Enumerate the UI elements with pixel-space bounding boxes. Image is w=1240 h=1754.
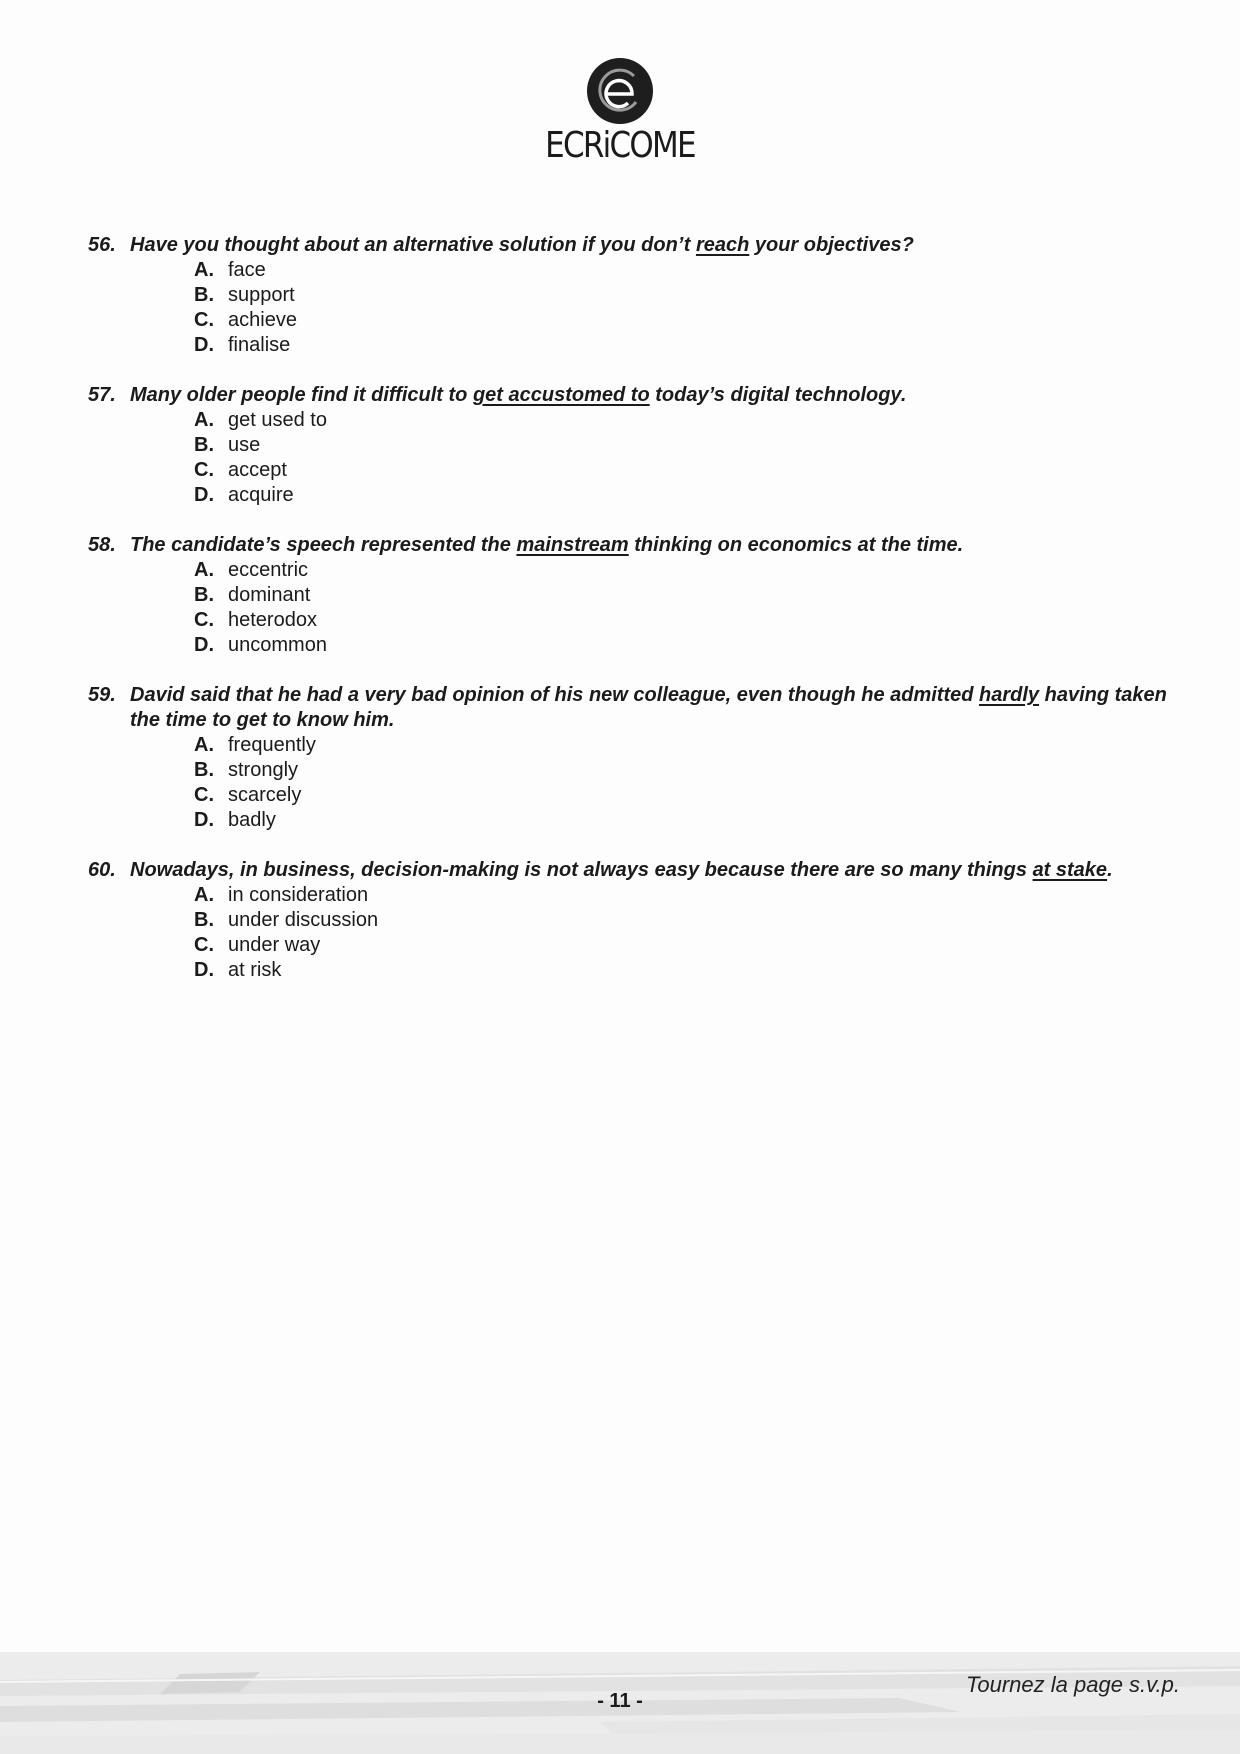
question-56 (88, 233, 1168, 358)
option-text: get used to (228, 409, 327, 431)
question-text-before: Nowadays, in business, decision-making is not always easy because there are so many things (130, 859, 1033, 881)
turn-page-note: Tournez la page s.v.p. (965, 1672, 1180, 1697)
option-text: scarcely (228, 784, 302, 806)
ecricome-e-icon (587, 58, 653, 124)
answer-option-a[interactable]: A. eccentric (194, 559, 309, 581)
option-text: frequently (228, 734, 316, 756)
ecricome-logo (0, 58, 1240, 166)
option-letter: D (194, 484, 209, 506)
option-letter: C (194, 784, 209, 806)
answer-option-d[interactable]: D. uncommon (194, 634, 327, 656)
answer-option-c[interactable]: C. scarcely (194, 784, 302, 806)
answer-options (88, 883, 1168, 983)
question-text-after: today’s digital technology. (649, 384, 907, 406)
option-text: under way (228, 934, 321, 956)
question-text-before: David said that he had a very bad opinion of his new colleague, even though he admitted (130, 684, 980, 706)
answer-option-a[interactable]: A. get used to (194, 409, 327, 431)
answer-option-b[interactable]: B. dominant (194, 584, 311, 606)
option-text: support (228, 284, 295, 306)
answer-option-d[interactable]: D. acquire (194, 484, 294, 506)
option-letter: C (194, 459, 209, 481)
question-list (88, 233, 1168, 1008)
answer-option-c[interactable]: C. heterodox (194, 609, 317, 631)
answer-option-b[interactable]: B. use (194, 434, 261, 456)
option-letter: A (194, 884, 209, 906)
question-number: 56. (88, 234, 116, 256)
option-letter: B (194, 584, 209, 606)
option-letter: A (194, 259, 209, 281)
page-number: - 11 - (597, 1690, 643, 1712)
question-57 (88, 383, 1168, 508)
answer-option-c[interactable]: C. accept (194, 459, 287, 481)
question-number: 57. (88, 384, 116, 406)
answer-option-d[interactable]: D. finalise (194, 334, 291, 356)
option-letter: A (194, 559, 209, 581)
question-text-after: your objectives? (749, 234, 914, 256)
question-number: 60. (88, 859, 116, 881)
option-text: at risk (228, 959, 282, 981)
option-text: use (228, 434, 261, 456)
answer-options (88, 258, 1168, 358)
option-letter: C (194, 934, 209, 956)
option-letter: A (194, 734, 209, 756)
option-text: badly (228, 809, 276, 831)
question-number: 58. (88, 534, 116, 556)
option-text: eccentric (228, 559, 309, 581)
underlined-term: get accustomed to (472, 384, 650, 406)
answer-option-b[interactable]: B. strongly (194, 759, 299, 781)
answer-option-d[interactable]: D. at risk (194, 959, 282, 981)
option-letter: B (194, 434, 209, 456)
question-stem (88, 233, 1168, 258)
question-stem (88, 533, 1168, 558)
underlined-term: mainstream (516, 534, 629, 556)
option-letter: C (194, 609, 209, 631)
answer-option-d[interactable]: D. badly (194, 809, 276, 831)
question-text-before: Many older people find it difficult to (130, 384, 473, 406)
answer-option-a[interactable]: A. face (194, 259, 266, 281)
question-stem (88, 383, 1168, 408)
answer-option-b[interactable]: B. support (194, 284, 295, 306)
underlined-term: at stake (1032, 859, 1108, 881)
question-text-after: . (1107, 859, 1113, 881)
question-text-before: Have you thought about an alternative solution if you don’t (130, 234, 696, 256)
underlined-term: hardly (979, 684, 1040, 706)
answer-option-b[interactable]: B. under discussion (194, 909, 379, 931)
answer-options (88, 408, 1168, 508)
option-letter: D (194, 334, 209, 356)
option-letter: B (194, 909, 209, 931)
option-text: face (228, 259, 266, 281)
option-letter: D (194, 809, 209, 831)
answer-options (88, 558, 1168, 658)
option-text: acquire (228, 484, 294, 506)
option-letter: B (194, 759, 209, 781)
option-text: strongly (228, 759, 299, 781)
option-letter: C (194, 309, 209, 331)
logo-wordmark: ECRiCOME (545, 125, 695, 166)
answer-options (88, 733, 1168, 833)
option-text: uncommon (228, 634, 327, 656)
answer-option-a[interactable]: A. frequently (194, 734, 316, 756)
answer-option-c[interactable]: C. achieve (194, 309, 297, 331)
question-text-before: The candidate’s speech represented the (130, 534, 517, 556)
question-text-after: thinking on economics at the time. (628, 534, 964, 556)
option-letter: D (194, 959, 209, 981)
option-text: achieve (228, 309, 297, 331)
option-letter: B (194, 284, 209, 306)
question-text-after: having taken the time to get to know him. (130, 684, 1167, 731)
answer-option-c[interactable]: C. under way (194, 934, 321, 956)
option-text: finalise (228, 334, 291, 356)
question-stem (88, 858, 1168, 883)
option-text: accept (228, 459, 287, 481)
option-letter: A (194, 409, 209, 431)
option-text: heterodox (228, 609, 317, 631)
underlined-term: reach (695, 234, 750, 256)
question-58 (88, 533, 1168, 658)
option-letter: D (194, 634, 209, 656)
question-60 (88, 858, 1168, 983)
question-stem (88, 683, 1168, 733)
option-text: under discussion (228, 909, 379, 931)
question-number: 59. (88, 684, 116, 706)
option-text: in consideration (228, 884, 369, 906)
question-59 (88, 683, 1168, 833)
option-text: dominant (228, 584, 311, 606)
answer-option-a[interactable]: A. in consideration (194, 884, 369, 906)
